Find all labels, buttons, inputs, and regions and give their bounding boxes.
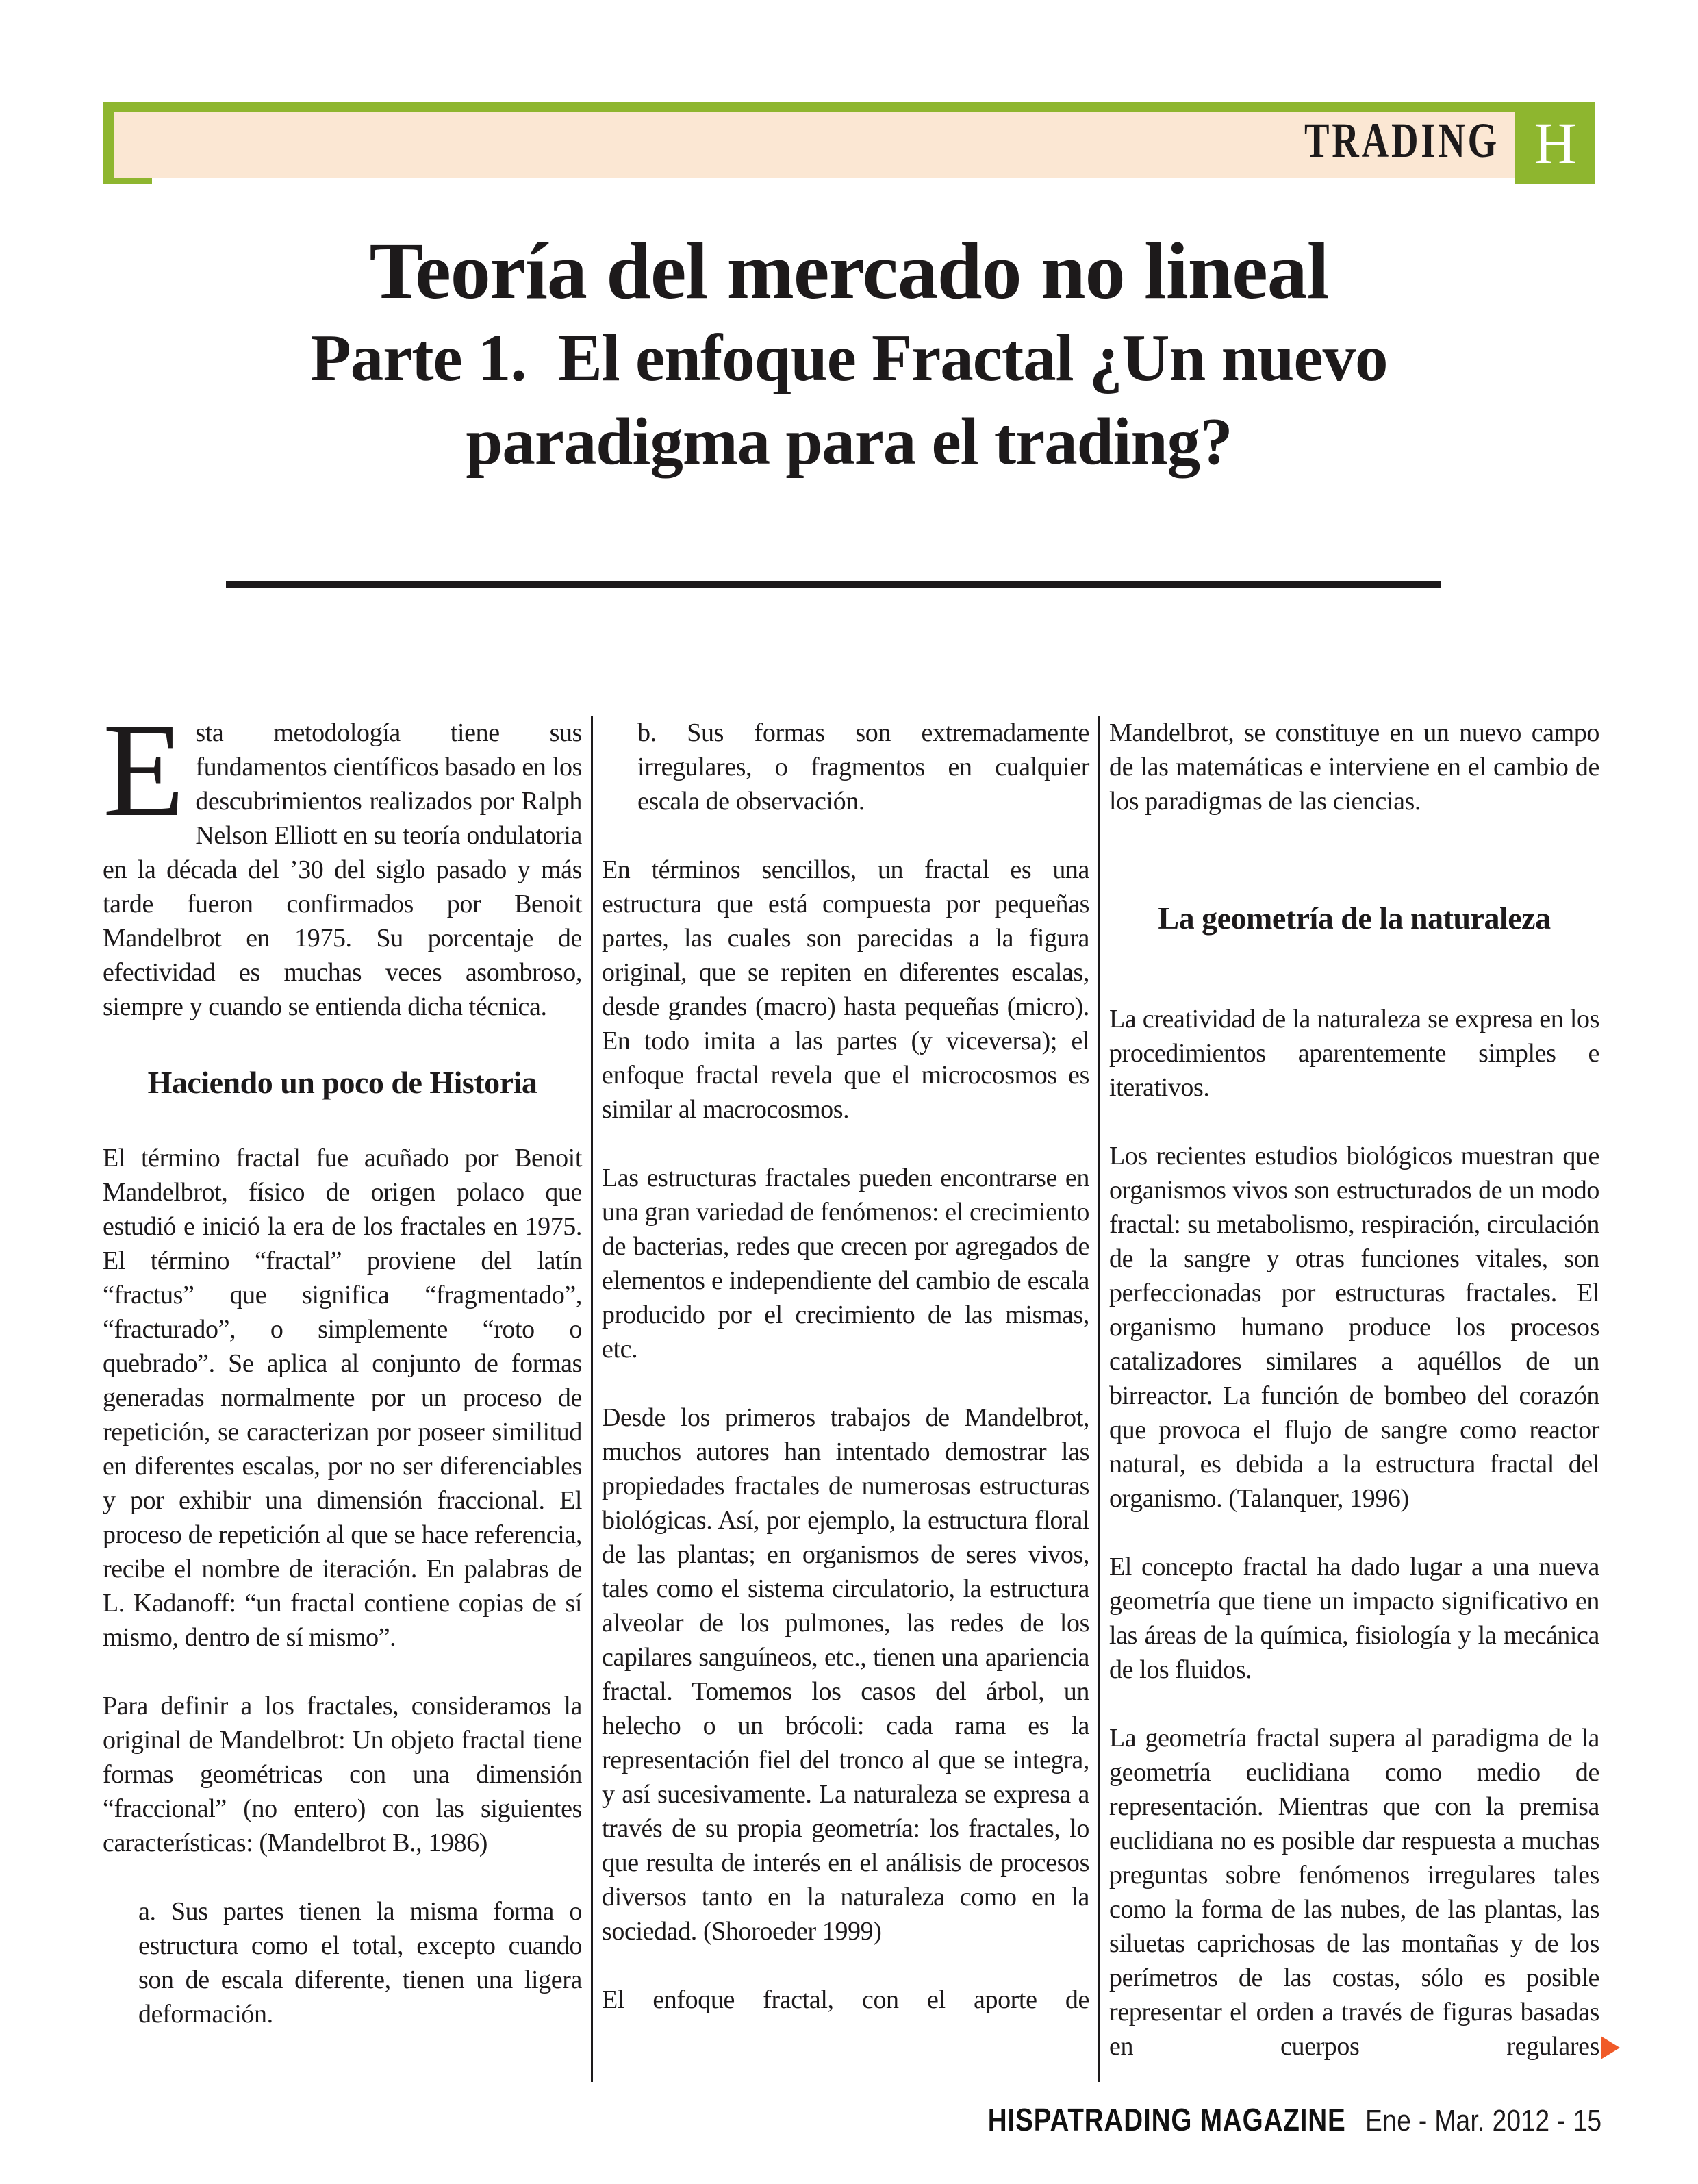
article-subtitle-line1: Parte 1. El enfoque Fractal ¿Un nuevo xyxy=(310,321,1388,395)
continuation-arrow-icon xyxy=(1601,2036,1620,2059)
article-subtitle-line2: paradigma para el trading? xyxy=(466,405,1232,479)
paragraph-text: sta metodología tiene sus fundamentos científicos basado en los descubrimientos realizados por Ralph Nelson Elliott en su teoría ondulatoria en la década del ’30 del siglo pasado y más tarde fueron confirmados por Benoit Mandelbrot en 1975. Su porcentaje de efectividad es muchas veces asombroso, siempre y cuando se entienda dicha técnica. xyxy=(103,718,582,1021)
header-green-strip-top xyxy=(103,102,1595,112)
page-footer xyxy=(988,2101,1602,2138)
paragraph xyxy=(103,696,582,1024)
article-title: Teoría del mercado no lineal xyxy=(369,226,1329,316)
logo-letter-h: H xyxy=(1534,110,1577,176)
paragraph: Mandelbrot, se constituye en un nuevo campo de las matemáticas e interviene en el cambio de los paradigmas de las ciencias. xyxy=(1109,718,1599,816)
paragraph: Desde los primeros trabajos de Mandelbrot, muchos autores han intentado demostrar las propiedades fractales de numerosas estructuras biológicas. Así, por ejemplo, la estructura floral de las plantas; en organismos de seres vivos, tales como el sistema circulatorio, la estructura alveolar de los pulmones, las redes de los capilares sanguíneos, etc., tienen una apariencia fractal. Tomemos los casos del árbol, un helecho o un brócoli: cada rama es la representación fiel del tronco al que se integra, y así sucesivamente. La naturaleza se expresa a través de su propia geometría: los fractales, lo que resulta de interés en el análisis de procesos diversos tanto en la naturaleza como en la sociedad. (Shoroeder 1999) xyxy=(602,1403,1089,1946)
paragraph: El enfoque fractal, con el aporte de xyxy=(602,1985,1089,2014)
drop-cap: E xyxy=(103,696,185,844)
page-header xyxy=(103,102,1595,184)
column-divider xyxy=(1098,716,1100,2082)
paragraph: La geometría fractal supera al paradigma de la geometría euclidiana como medio de representación. Mientras que con la premisa euclidiana no es posible dar respuesta a muchas preguntas sobre fenómenos irregulares tales como la forma de las nubes, de las plantas, las siluetas caprichosas de las montañas y de los perímetros de las costas, sólo es posible representar el orden a través de figuras basadas en cuerpos regulares xyxy=(1109,1723,1599,2061)
column-3 xyxy=(1109,716,1599,2098)
paragraph: En términos sencillos, un fractal es una estructura que está compuesta por pequeñas partes, las cuales son parecidas a la figura original, que se repiten en diferentes escalas, desde grandes (macro) hasta pequeñas (micro). En todo imita a las partes (y viceversa); el enfoque fractal revela que el microcosmos es similar al macrocosmos. xyxy=(602,855,1089,1124)
header-green-strip-left xyxy=(103,102,114,184)
issue-and-page-number: Ene - Mar. 2012 - 15 xyxy=(1365,2104,1602,2137)
paragraph: El concepto fractal ha dado lugar a una nueva geometría que tiene un impacto significativo en las áreas de la química, fisiología y la mecánica de los fluidos. xyxy=(1109,1552,1599,1684)
paragraph: El término fractal fue acuñado por Benoit Mandelbrot, físico de origen polaco que estudió e inició la era de los fractales en 1975. El término “fractal” proviene del latín “fractus” que significa “fragmentado”, “fracturado”, o simplemente “roto o quebrado”. Se aplica al conjunto de formas generadas normalmente por un proceso de repetición, se caracterizan por poseer similitud en diferentes escalas, por no ser diferenciables y por exhibir una dimensión fraccional. El proceso de repetición al que se hace referencia, recibe el nombre de iteración. En palabras de L. Kadanoff: “un fractal contiene copias de sí mismo, dentro de sí mismo”. xyxy=(103,1143,582,1652)
paragraph: La creatividad de la naturaleza se expresa en los procedimientos aparentemente simples e iterativos. xyxy=(1109,1004,1599,1102)
paragraph: Los recientes estudios biológicos muestran que organismos vivos son estructurados de un modo fractal: su metabolismo, respiración, circulación de la sangre y otras funciones vitales, son perfeccionadas por estructuras fractales. El organismo humano produce los procesos catalizadores similares a aquéllos de un birreactor. La función de bombeo del corazón que provoca el flujo de sangre como reactor natural, es debida a la estructura fractal del organismo. (Talanquer, 1996) xyxy=(1109,1141,1599,1513)
article-body xyxy=(103,696,1606,2098)
magazine-logo xyxy=(1515,102,1595,184)
section-heading-history: Haciendo un poco de Historia xyxy=(147,1065,537,1100)
column-2 xyxy=(602,716,1089,2017)
list-item-a: a. Sus partes tienen la misma forma o estructura como el total, excepto cuando son de escala diferente, tienen una ligera deformación. xyxy=(138,1896,582,2029)
magazine-name: HISPATRADING MAGAZINE xyxy=(988,2102,1347,2137)
column-divider xyxy=(591,716,593,2082)
list-item-b: b. Sus formas son extremadamente irregulares, o fragmentos en cualquier escala de observación. xyxy=(637,718,1089,816)
column-1 xyxy=(103,696,582,2031)
paragraph: Para definir a los fractales, consideramos la original de Mandelbrot: Un objeto fractal tiene formas geométricas con una dimensión “fraccional” (no entero) con las siguientes características: (Mandelbrot B., 1986) xyxy=(103,1691,582,1857)
last-paragraph-wrap xyxy=(1109,1721,1599,2063)
paragraph: Las estructuras fractales pueden encontrarse en una gran variedad de fenómenos: el crecimiento de bacterias, redes que crecen por agregados de elementos e independiente del cambio de escala producido por el crecimiento de las mismas, etc. xyxy=(602,1164,1089,1364)
section-label: TRADING xyxy=(1304,112,1499,168)
title-divider-rule xyxy=(226,581,1441,588)
article-title-block xyxy=(0,226,1698,484)
section-heading-geometry: La geometría de la naturaleza xyxy=(1158,901,1551,936)
